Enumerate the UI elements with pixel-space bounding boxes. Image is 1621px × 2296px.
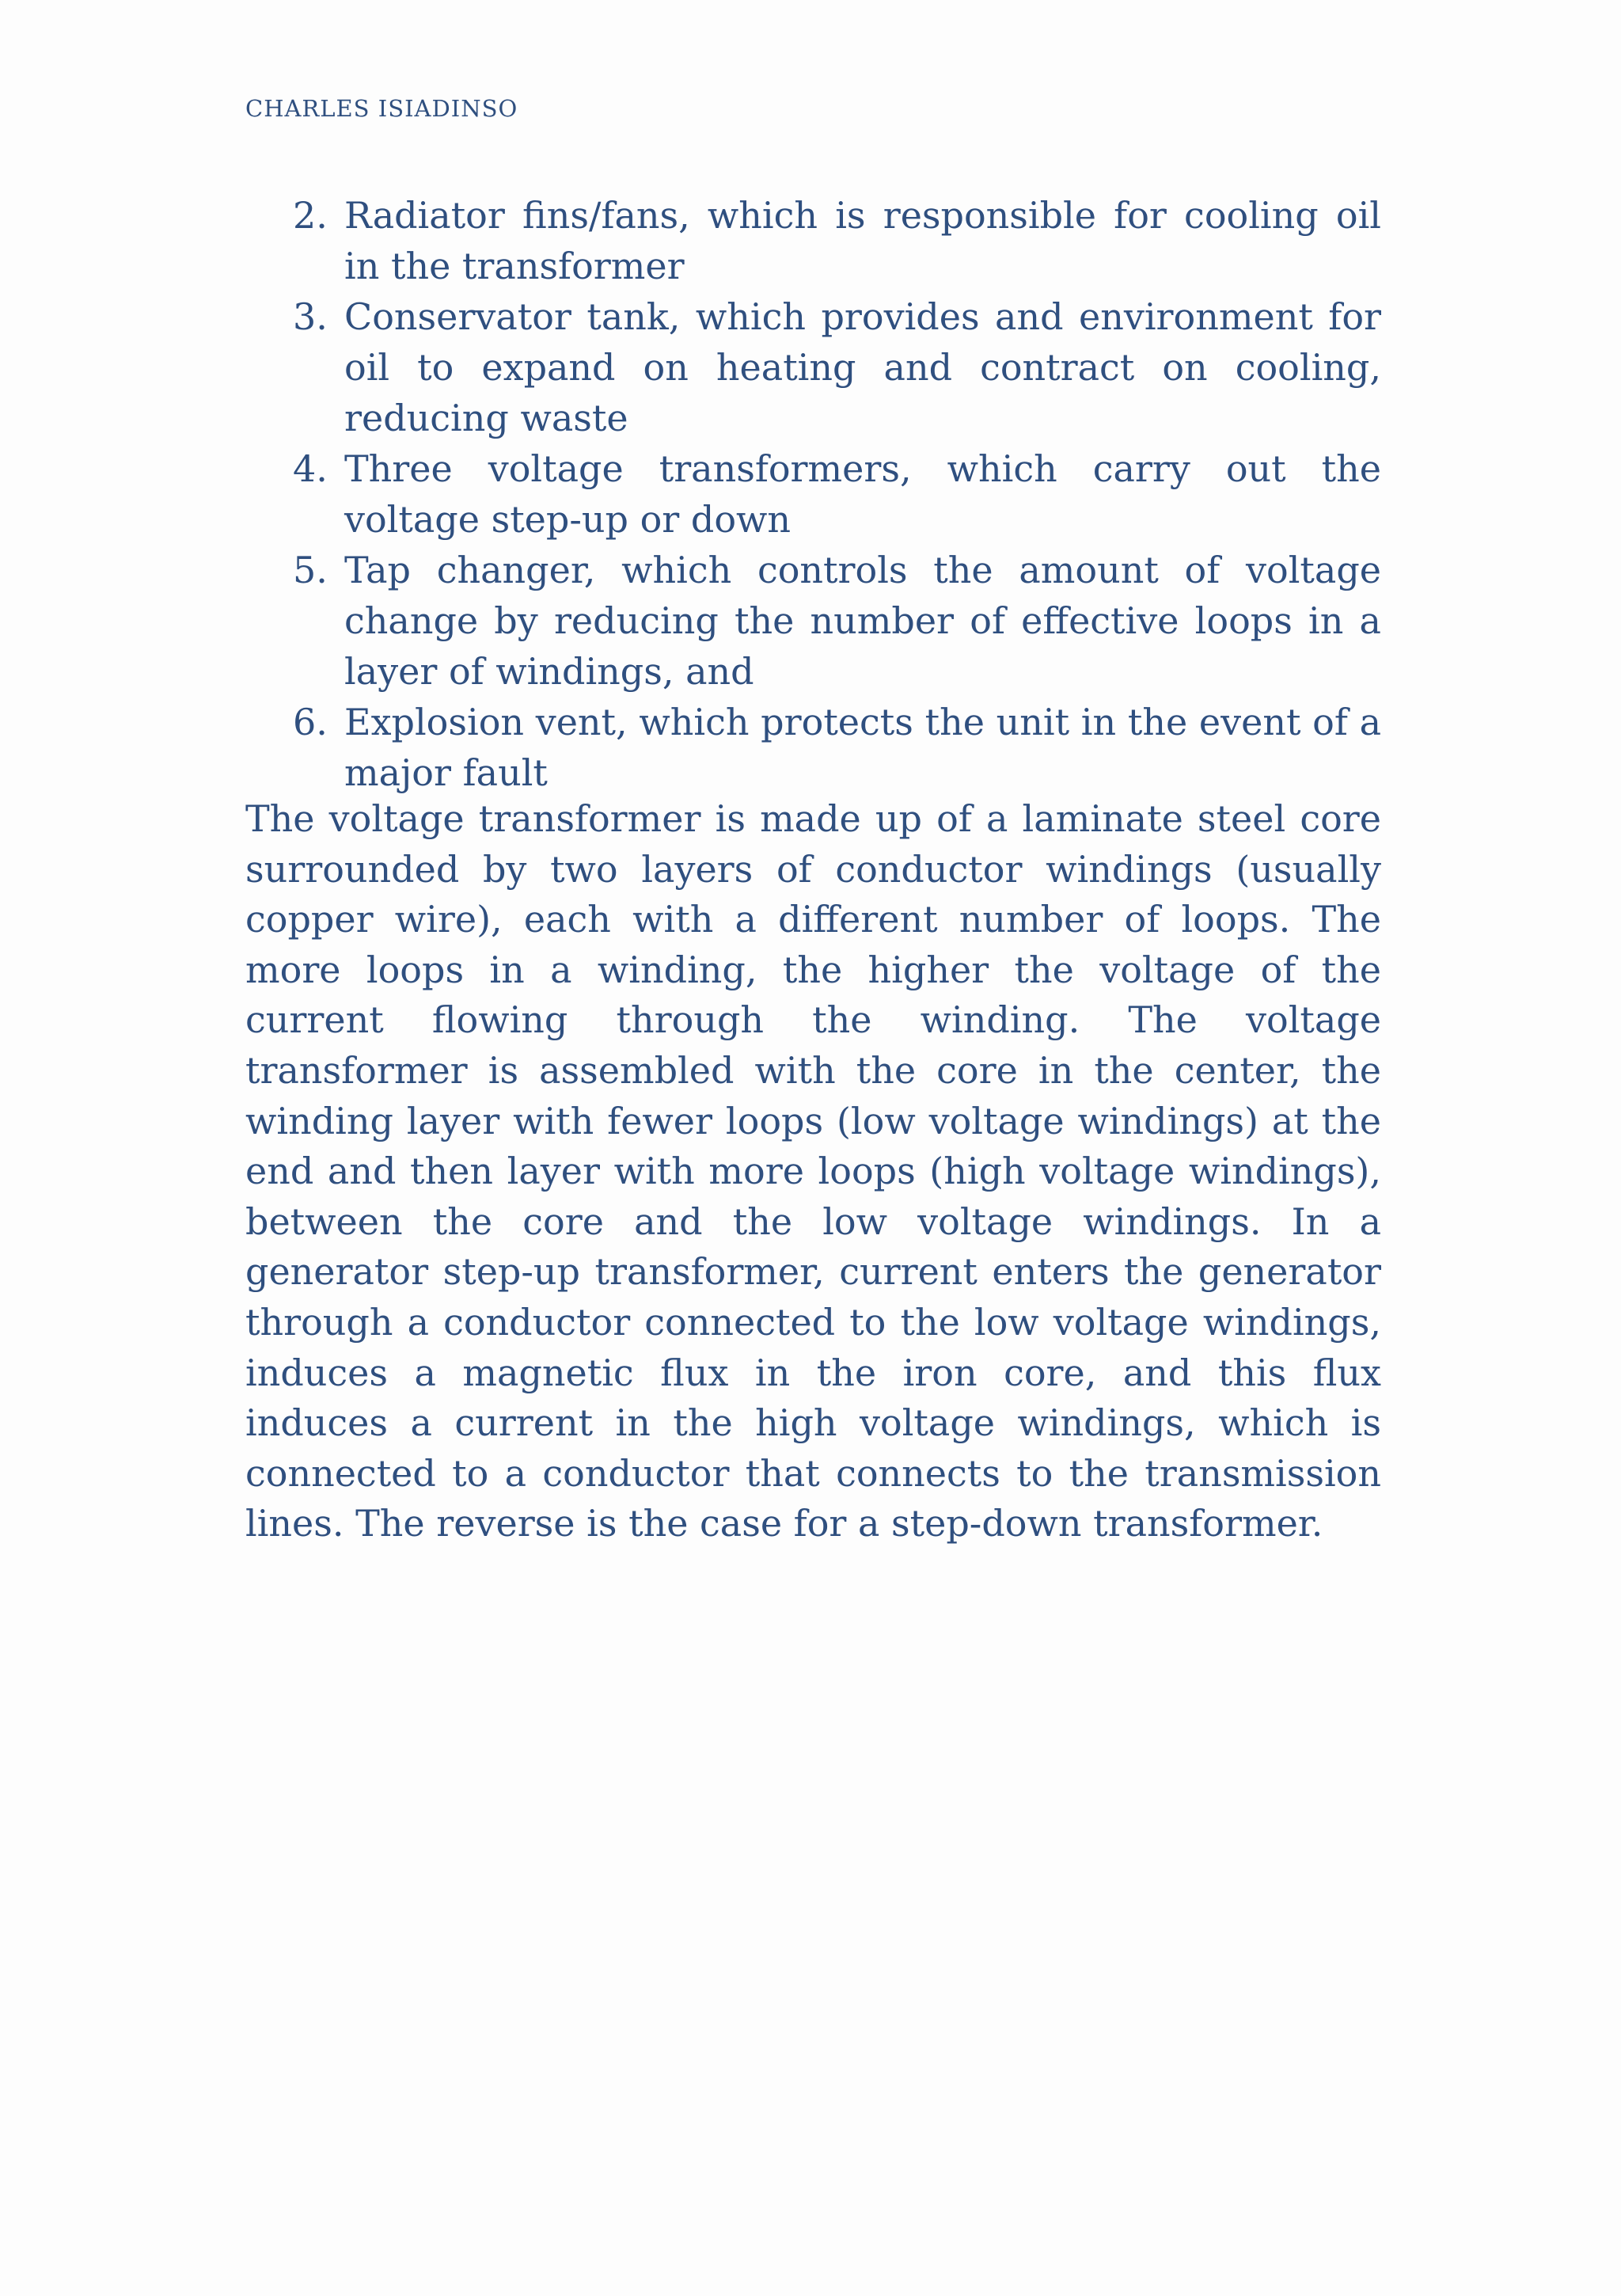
list-item	[245, 443, 1381, 545]
list-item-number: 4.	[293, 447, 328, 490]
list-item	[245, 545, 1381, 697]
list-item-number: 2.	[293, 194, 328, 237]
list-item-text: Conservator tank, which provides and environment for oil to expand on heating and contract on cooling, reducing waste	[344, 295, 1381, 439]
list-item-text: Three voltage transformers, which carry out the voltage step-up or down	[344, 447, 1381, 541]
component-list	[245, 190, 1381, 798]
list-item-number: 5.	[293, 549, 328, 591]
list-item-text: Radiator fins/fans, which is responsible for cooling oil in the transformer	[344, 194, 1381, 287]
body-paragraph: The voltage transformer is made up of a laminate steel core surrounded by two layers of conductor windings (usually copper wire), each with a different number of loops. The more loops in a winding, the higher the voltage of the current flowing through the winding. The voltage transformer is assembled with the core in the center, the winding layer with fewer loops (low voltage windings) at the end and then layer with more loops (high voltage windings), between the core and the low voltage windings. In a generator step-up transformer, current enters the generator through a conductor connected to the low voltage windings, induces a magnetic flux in the iron core, and this flux induces a current in the high voltage windings, which is connected to a conductor that connects to the transmission lines. The reverse is the case for a step-down transformer.	[245, 797, 1381, 1545]
list-item	[245, 697, 1381, 798]
list-item-number: 6.	[293, 701, 328, 743]
list-item	[245, 190, 1381, 291]
list-item	[245, 291, 1381, 443]
running-header: CHARLES ISIADINSO	[245, 95, 518, 122]
list-item-number: 3.	[293, 295, 328, 338]
list-item-text: Tap changer, which controls the amount of voltage change by reducing the number of effective loops in a layer of windings, and	[344, 549, 1381, 693]
list-item-text: Explosion vent, which protects the unit in the event of a major fault	[344, 701, 1381, 794]
